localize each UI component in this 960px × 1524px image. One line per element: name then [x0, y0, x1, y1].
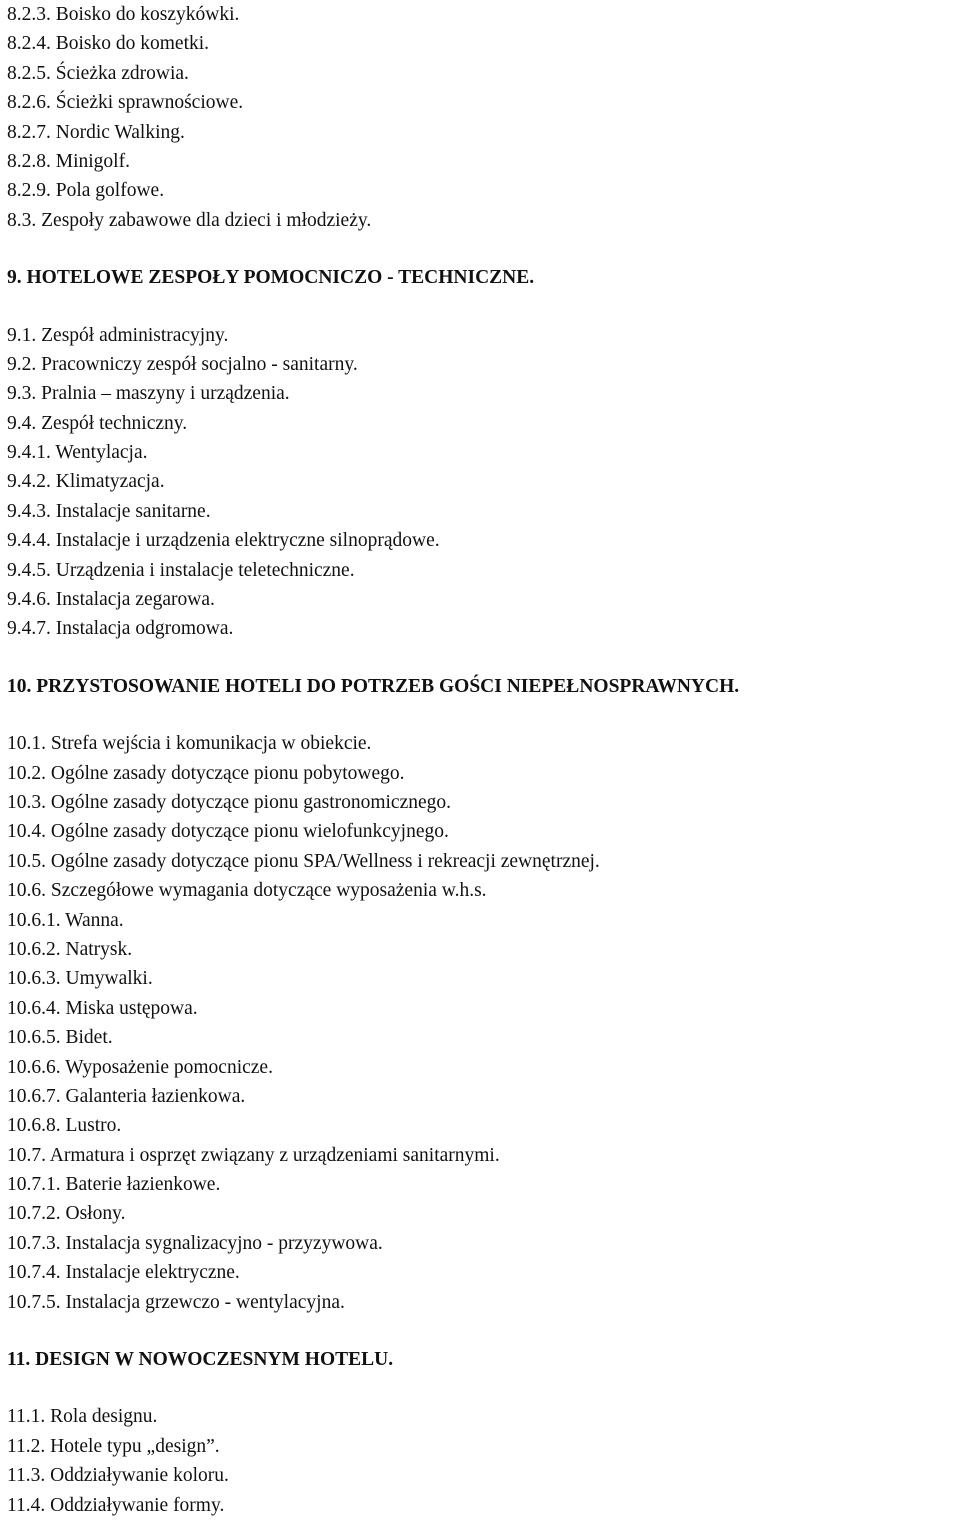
- toc-entry: 8.2.4. Boisko do kometki.: [7, 33, 210, 55]
- toc-entry: 10.6.1. Wanna.: [7, 909, 124, 931]
- toc-entry: 8.3. Zespoły zabawowe dla dzieci i młodzieży.: [7, 209, 372, 231]
- section-spacer: [7, 701, 957, 729]
- table-of-contents: [7, 0, 957, 1520]
- toc-entry: 10.6.4. Miska ustępowa.: [7, 997, 198, 1019]
- toc-entry: 10.6.5. Bidet.: [7, 1027, 113, 1049]
- section-heading: 11. DESIGN W NOWOCZESNYM HOTELU.: [7, 1349, 394, 1371]
- toc-entry: 9.4. Zespół techniczny.: [7, 412, 188, 434]
- toc-entry: 10.6.8. Lustro.: [7, 1115, 122, 1137]
- toc-entry: 10.2. Ogólne zasady dotyczące pionu pobytowego.: [7, 762, 405, 784]
- toc-entry: 9.1. Zespół administracyjny.: [7, 324, 229, 346]
- toc-entry: 11.4. Oddziaływanie formy.: [7, 1494, 225, 1516]
- toc-entry: 8.2.6. Ścieżki sprawnościowe.: [7, 92, 244, 114]
- toc-entry: 9.4.5. Urządzenia i instalacje teletechniczne.: [7, 559, 355, 581]
- toc-entry: 8.2.7. Nordic Walking.: [7, 121, 185, 143]
- section-spacer: [7, 644, 957, 672]
- toc-entry: 9.4.6. Instalacja zegarowa.: [7, 589, 215, 611]
- toc-entry: 10.6. Szczegółowe wymagania dotyczące wyposażenia w.h.s.: [7, 880, 487, 902]
- toc-entry: 10.7.1. Baterie łazienkowe.: [7, 1174, 221, 1196]
- toc-entry: 9.2. Pracowniczy zespół socjalno - sanitarny.: [7, 353, 358, 375]
- toc-entry: 10.4. Ogólne zasady dotyczące pionu wielofunkcyjnego.: [7, 821, 449, 843]
- toc-entry: 8.2.5. Ścieżka zdrowia.: [7, 62, 189, 84]
- section-spacer: [7, 293, 957, 321]
- section-spacer: [7, 1317, 957, 1345]
- toc-entry: 10.6.7. Galanteria łazienkowa.: [7, 1085, 246, 1107]
- toc-entry: 10.6.2. Natrysk.: [7, 938, 133, 960]
- toc-entry: 8.2.3. Boisko do koszykówki.: [7, 4, 240, 25]
- toc-entry: 10.7.5. Instalacja grzewczo - wentylacyjna.: [7, 1291, 345, 1313]
- toc-entry: 10.7.4. Instalacje elektryczne.: [7, 1262, 240, 1284]
- section-spacer: [7, 235, 957, 263]
- toc-entry: 10.6.6. Wyposażenie pomocnicze.: [7, 1056, 273, 1078]
- toc-entry: 11.1. Rola designu.: [7, 1406, 158, 1428]
- toc-entry: 10.1. Strefa wejścia i komunikacja w obiekcie.: [7, 733, 372, 755]
- toc-entry: 11.3. Oddziaływanie koloru.: [7, 1465, 229, 1487]
- toc-entry: 10.5. Ogólne zasady dotyczące pionu SPA/Wellness i rekreacji zewnętrznej.: [7, 850, 600, 872]
- toc-entry: 9.4.4. Instalacje i urządzenia elektryczne silnoprądowe.: [7, 530, 440, 552]
- toc-entry: 9.4.1. Wentylacja.: [7, 442, 148, 464]
- toc-entry: 11.2. Hotele typu „design”.: [7, 1435, 220, 1457]
- toc-entry: 10.7.2. Osłony.: [7, 1203, 126, 1225]
- section-heading: 10. PRZYSTOSOWANIE HOTELI DO POTRZEB GOŚCI NIEPEŁNOSPRAWNYCH.: [7, 675, 740, 697]
- toc-entry: 9.3. Pralnia – maszyny i urządzenia.: [7, 383, 290, 405]
- toc-entry: 8.2.9. Pola golfowe.: [7, 180, 165, 202]
- section-spacer: [7, 1374, 957, 1402]
- section-heading: 9. HOTELOWE ZESPOŁY POMOCNICZO - TECHNICZNE.: [7, 267, 535, 289]
- toc-entry: 9.4.2. Klimatyzacja.: [7, 471, 165, 493]
- toc-entry: 9.4.3. Instalacje sanitarne.: [7, 500, 211, 522]
- toc-entry: 10.6.3. Umywalki.: [7, 968, 153, 990]
- toc-entry: 9.4.7. Instalacja odgromowa.: [7, 618, 234, 640]
- toc-entry: 10.7. Armatura i osprzęt związany z urządzeniami sanitarnymi.: [7, 1144, 500, 1166]
- toc-entry: 8.2.8. Minigolf.: [7, 150, 130, 172]
- toc-entry: 10.3. Ogólne zasady dotyczące pionu gastronomicznego.: [7, 791, 452, 813]
- toc-entry: 10.7.3. Instalacja sygnalizacyjno - przyzywowa.: [7, 1232, 383, 1254]
